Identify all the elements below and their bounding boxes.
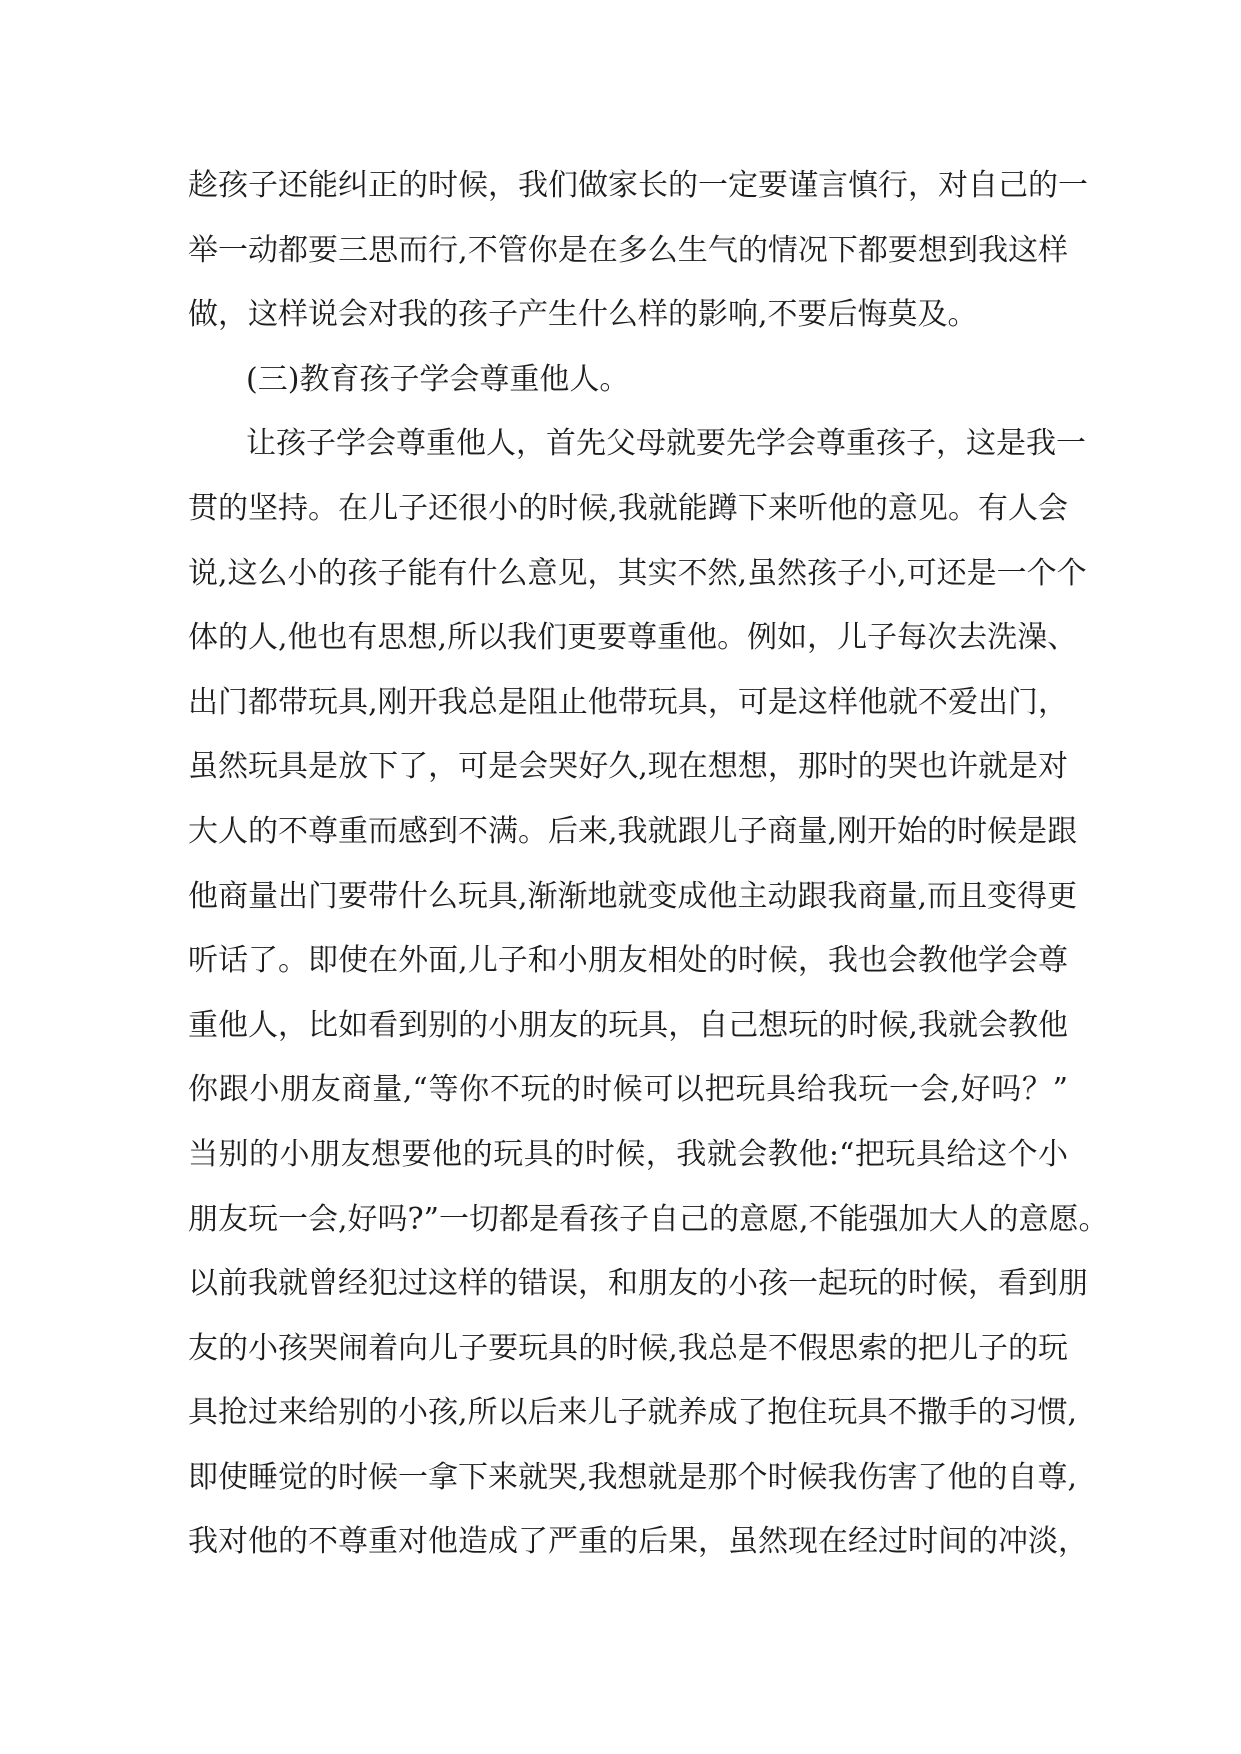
section-heading: (三)教育孩子学会尊重他人。 — [246, 361, 630, 397]
text-line: 当别的小朋友想要他的玩具的时候，我就会教他:“把玩具给这个小 — [188, 1136, 1068, 1172]
text-line: 体的人,他也有思想,所以我们更要尊重他。例如，儿子每次去洗澡、 — [188, 620, 1078, 656]
text-line: 听话了。即使在外面,儿子和小朋友相处的时候，我也会教他学会尊 — [188, 943, 1068, 979]
text-line: 说,这么小的孩子能有什么意见，其实不然,虽然孩子小,可还是一个个 — [188, 555, 1087, 591]
text-line: 趁孩子还能纠正的时候，我们做家长的一定要谨言慎行，对自己的一 — [188, 168, 1088, 203]
text-line: 贯的坚持。在儿子还很小的时候,我就能蹲下来听他的意见。有人会 — [188, 490, 1068, 526]
text-line: 我对他的不尊重对他造成了严重的后果，虽然现在经过时间的冲淡， — [188, 1524, 1088, 1560]
text-line: 大人的不尊重而感到不满。后来,我就跟儿子商量,刚开始的时候是跟 — [188, 813, 1078, 849]
text-line: 举一动都要三思而行,不管你是在多么生气的情况下都要想到我这样 — [188, 232, 1068, 268]
text-line: 他商量出门要带什么玩具,渐渐地就变成他主动跟我商量,而且变得更 — [188, 878, 1078, 914]
body-text — [188, 154, 1109, 1575]
text-line: 做，这样说会对我的孩子产生什么样的影响,不要后悔莫及。 — [188, 297, 978, 333]
text-line: 具抢过来给别的小孩,所以后来儿子就养成了抱住玩具不撒手的习惯, — [188, 1395, 1078, 1431]
text-line: 虽然玩具是放下了，可是会哭好久,现在想想，那时的哭也许就是对 — [188, 749, 1068, 785]
text-line: 你跟小朋友商量,“等你不玩的时候可以把玩具给我玩一会,好吗？” — [188, 1072, 1068, 1108]
text-line: 友的小孩哭闹着向儿子要玩具的时候,我总是不假思索的把儿子的玩 — [188, 1330, 1068, 1366]
text-line: 重他人，比如看到别的小朋友的玩具，自己想玩的时候,我就会教他 — [188, 1007, 1068, 1043]
text-line: 以前我就曾经犯过这样的错误，和朋友的小孩一起玩的时候，看到朋 — [188, 1266, 1088, 1302]
text-line: 出门都带玩具,刚开我总是阻止他带玩具，可是这样他就不爱出门， — [188, 684, 1068, 720]
text-line: 即使睡觉的时候一拿下来就哭,我想就是那个时候我伤害了他的自尊, — [188, 1459, 1078, 1495]
text-line: 让孩子学会尊重他人，首先父母就要先学会尊重孩子，这是我一 — [246, 426, 1086, 462]
text-line: 朋友玩一会,好吗?”一切都是看孩子自己的意愿,不能强加大人的意愿。 — [188, 1201, 1109, 1237]
